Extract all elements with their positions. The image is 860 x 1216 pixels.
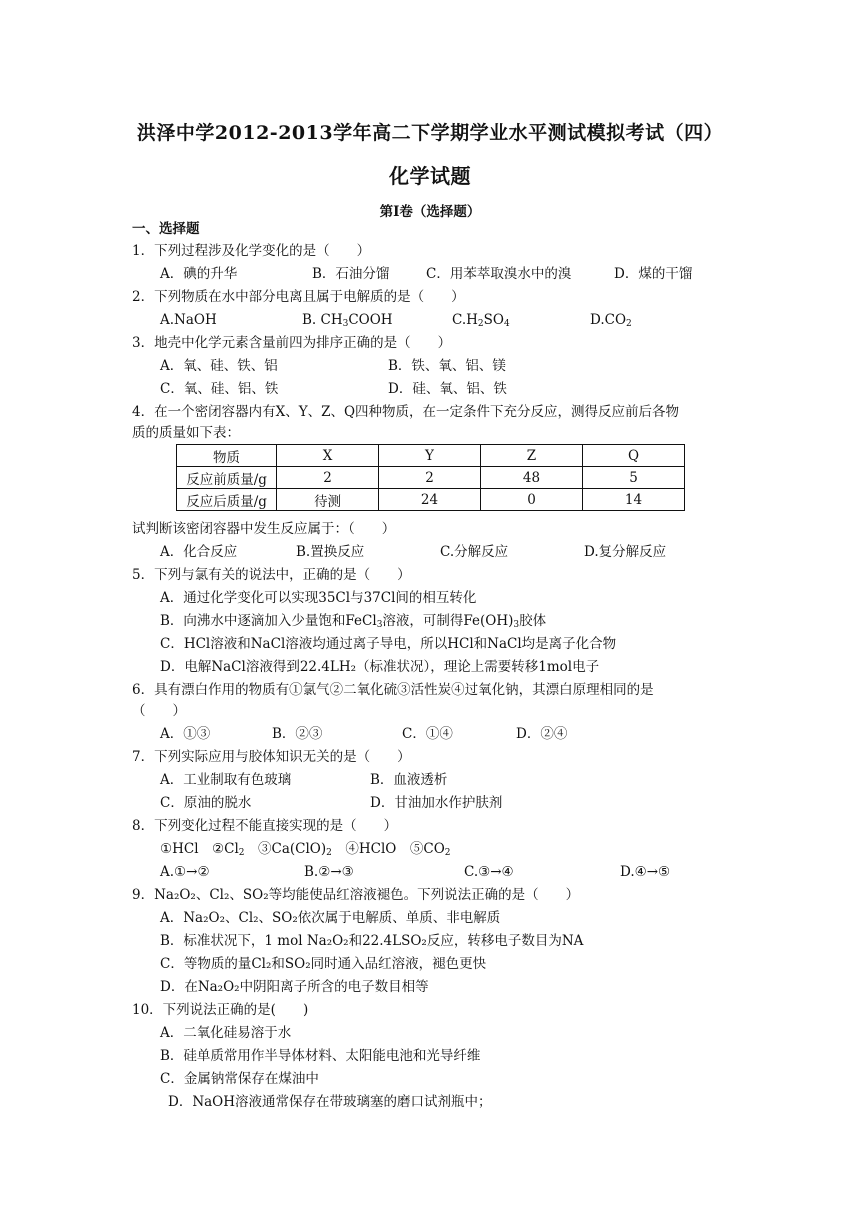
table-cell: 反应后质量/g: [177, 489, 277, 511]
q9-option-b: B．标准状况下，1 mol Na₂O₂和22.4LSO₂反应，转移电子数目为NA: [160, 933, 584, 949]
q3-option-d: D．硅、氧、铝、铁: [388, 381, 507, 397]
q5-option-b: B．向沸水中逐滴加入少量饱和FeCl$_3$溶液，可制得$Fe(OH)_3$胶体: [160, 613, 547, 630]
table-header-row: [177, 445, 685, 467]
q10-option-c: C．金属钠常保存在煤油中: [160, 1071, 319, 1087]
table-header-cell: X: [277, 445, 379, 467]
table-row: [177, 489, 685, 511]
q7-option-a: A．工业制取有色玻璃: [160, 772, 292, 788]
q8-option-b: B.②→③: [304, 864, 354, 880]
q7-option-c: C．原油的脱水: [160, 795, 252, 811]
table-cell: 2: [379, 467, 481, 489]
q3-option-c: C．氧、硅、铝、铁: [160, 381, 279, 397]
q6-option-b: B．②③: [272, 726, 323, 742]
q6-option-c: C．①④: [402, 726, 453, 742]
q4-option-a: A．化合反应: [160, 544, 238, 560]
q2-option-c: $C.H_2SO_4$: [452, 312, 510, 329]
q5-option-d: D．电解NaCl溶液得到22.4LH₂（标准状况），理论上需要转移1mol电子: [160, 659, 600, 675]
q2-option-d: $D.CO_2$: [590, 312, 632, 329]
q9-option-d: D．在Na₂O₂中阴阳离子所含的电子数目相等: [160, 979, 429, 995]
q1-option-d: D．煤的干馏: [614, 266, 693, 282]
q2-stem: 2．下列物质在水中部分电离且属于电解质的是（ ）: [132, 289, 465, 305]
q5-option-c: C．HCl溶液和NaCl溶液均通过离子导电，所以HCl和NaCl均是离子化合物: [160, 636, 617, 652]
exam-title: 洪泽中学2012-2013学年高二下学期学业水平测试模拟考试（四）: [136, 122, 724, 144]
q1-option-b: B．石油分馏: [312, 266, 390, 282]
part-heading: 第Ⅰ卷（选择题）: [379, 204, 481, 220]
q1-option-c: C．用苯萃取溴水中的溴: [426, 266, 572, 282]
table-cell: 0: [481, 489, 583, 511]
q3-option-a: A．氧、硅、铁、铝: [160, 358, 278, 374]
q7-option-b: B．血液透析: [370, 772, 448, 788]
table-cell: 5: [582, 467, 684, 489]
mass-table: [176, 444, 685, 511]
q8-option-d: D.④→⑤: [620, 864, 671, 880]
q10-option-b: B．硅单质常用作半导体材料、太阳能电池和光导纤维: [160, 1048, 481, 1064]
table-cell: 14: [582, 489, 684, 511]
section-heading: 一、选择题: [132, 221, 200, 237]
q4-option-c: C.分解反应: [440, 544, 509, 560]
q4-option-b: B.置换反应: [296, 544, 365, 560]
q9-option-c: C．等物质的量Cl₂和SO₂同时通入品红溶液，褪色更快: [160, 956, 487, 972]
table-cell: 待测: [277, 489, 379, 511]
q1-stem: 1．下列过程涉及化学变化的是（ ）: [132, 243, 371, 259]
q4-after-text: 试判断该密闭容器中发生反应属于：（ ）: [132, 521, 396, 537]
q9-option-a: A．Na₂O₂、Cl₂、SO₂依次属于电解质、单质、非电解质: [160, 910, 501, 926]
q3-option-b: B．铁、氧、铝、镁: [388, 358, 506, 374]
q8-stem: 8．下列变化过程不能直接实现的是（ ）: [132, 818, 398, 834]
table-row: [177, 467, 685, 489]
exam-subtitle: 化学试题: [389, 164, 471, 188]
q1-option-a: A．碘的升华: [160, 266, 238, 282]
table-cell: 24: [379, 489, 481, 511]
q10-option-d: D．NaOH溶液通常保存在带玻璃塞的磨口试剂瓶中；: [168, 1094, 492, 1110]
table-cell: 48: [481, 467, 583, 489]
q10-stem: 10．下列说法正确的是( ): [132, 1002, 309, 1018]
q6-option-d: D．②④: [516, 726, 568, 742]
table-cell: 2: [277, 467, 379, 489]
q7-stem: 7．下列实际应用与胶体知识无关的是（ ）: [132, 749, 411, 765]
q2-option-b: B. $CH_3COOH$: [302, 312, 393, 329]
q6-stem-line1: 6．具有漂白作用的物质有①氯气②二氧化硫③活性炭④过氧化钠，其漂白原理相同的是: [132, 682, 654, 698]
q7-option-d: D．甘油加水作护肤剂: [370, 795, 503, 811]
q4-option-d: D.复分解反应: [584, 544, 667, 560]
q4-stem-line1: 4．在一个密闭容器内有X、Y、Z、Q四种物质，在一定条件下充分反应，测得反应前后各物: [132, 404, 680, 420]
q6-stem-line2: （ ）: [132, 703, 186, 719]
q2-option-a: A.NaOH: [160, 312, 217, 328]
table-header-cell: Q: [582, 445, 684, 467]
q9-stem: 9．Na₂O₂、Cl₂、SO₂等均能使品红溶液褪色。下列说法正确的是（ ）: [132, 887, 580, 903]
q8-option-a: A.①→②: [160, 864, 210, 880]
q8-option-c: C.③→④: [464, 864, 514, 880]
table-header-cell: Z: [481, 445, 583, 467]
table-header-cell: Y: [379, 445, 481, 467]
q3-stem: 3．地壳中化学元素含量前四为排序正确的是（ ）: [132, 335, 452, 351]
q6-option-a: A．①③: [160, 726, 211, 742]
q5-option-a: A．通过化学变化可以实现35Cl与37Cl间的相互转化: [160, 590, 477, 606]
q8-substance-list: ①HCl $②Cl_2$ $③Ca(ClO)_2$ ④HClO $⑤CO_2$: [160, 841, 451, 858]
q10-option-a: A．二氧化硅易溶于水: [160, 1025, 292, 1041]
table-cell: 反应前质量/g: [177, 467, 277, 489]
q5-stem: 5．下列与氯有关的说法中，正确的是（ ）: [132, 567, 411, 583]
table-header-cell: 物质: [177, 445, 277, 467]
q4-stem-line2: 质的质量如下表：: [132, 425, 240, 441]
